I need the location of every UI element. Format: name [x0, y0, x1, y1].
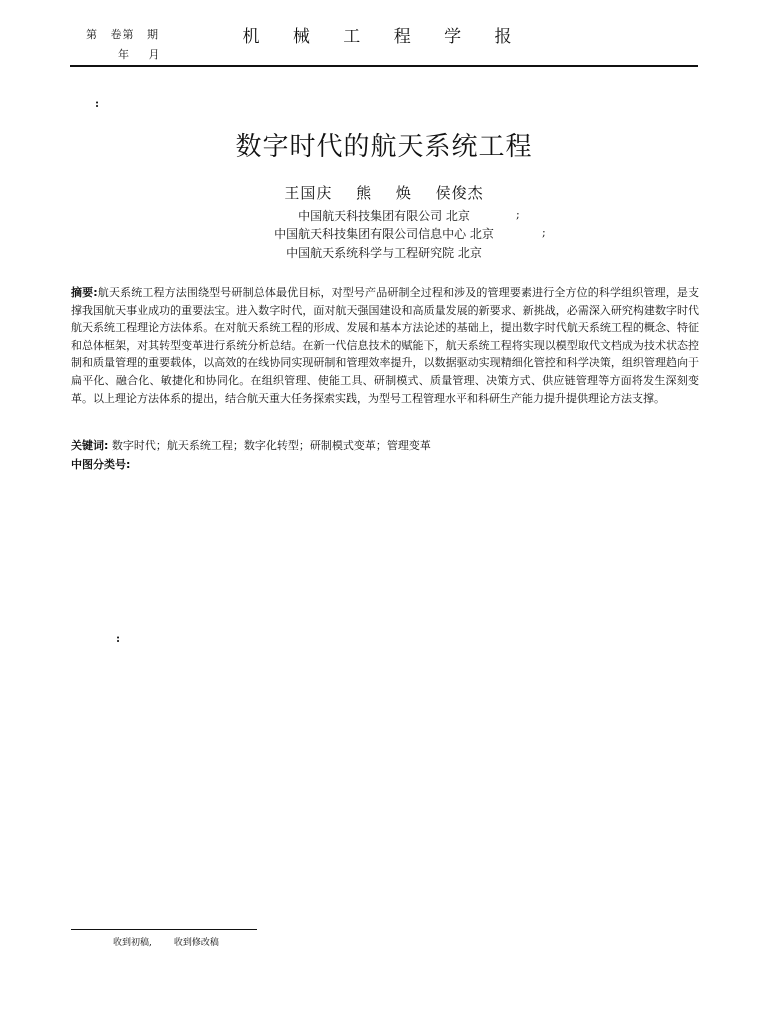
volume-issue: 第 卷第 期 — [86, 28, 159, 41]
affiliation-3-text: 中国航天系统科学与工程研究院 北京 — [286, 246, 482, 260]
keywords-label: 关键词: — [71, 439, 109, 452]
affiliation-1-mark: ; — [516, 208, 520, 221]
affiliation-2 — [0, 225, 768, 242]
keywords-text: 数字时代；航天系统工程；数字化转型；研制模式变革；管理变革 — [111, 439, 431, 452]
journal-name: 机 械 工 程 学 报 — [242, 27, 526, 47]
header-rule — [70, 65, 698, 67]
received-date-label: 收到初稿, — [113, 938, 152, 948]
abstract-label: 摘要: — [71, 286, 98, 299]
paper-title: 数字时代的航天系统工程 — [235, 132, 533, 162]
affiliation-1 — [0, 207, 768, 224]
colon-mark-top: : — [95, 97, 100, 110]
colon-mark-middle: : — [116, 632, 121, 645]
keywords — [71, 437, 699, 454]
affiliation-2-mark: ; — [542, 226, 546, 239]
year-month: 年 月 — [118, 48, 161, 61]
revised-date-label: 收到修改稿 — [173, 938, 219, 948]
footnote-rule — [71, 929, 257, 930]
clc-number — [71, 456, 130, 472]
affiliation-3 — [0, 244, 768, 261]
abstract — [71, 284, 699, 407]
affiliation-2-text: 中国航天科技集团有限公司信息中心 北京 — [274, 227, 494, 241]
footnote — [113, 935, 219, 948]
authors: 王国庆 熊 焕 侯俊杰 — [284, 184, 484, 202]
clc-label: 中图分类号: — [71, 458, 131, 471]
affiliation-1-text: 中国航天科技集团有限公司 北京 — [298, 209, 470, 223]
abstract-text: 航天系统工程方法围绕型号研制总体最优目标，对型号产品研制全过程和涉及的管理要素进行全方位的科学组织管理，是支撑我国航天事业成功的重要法宝。进入数字时代，面对航天强国建设和高质量发展的新要求、新挑战，必需深入研究构建数字时代航天系统工程理论方法体系。在对航天系统工程的形成、发展和基本方法论述的基础上，提出数字时代航天系统工程的概念、特征和总体框架，对其转型变革进行系统分析总结。在新一代信息技术的赋能下，航天系统工程将实现以模型取代文档成为技术状态控制和质量管理的重要载体，以高效的在线协同实现研制和管理效率提升，以数据驱动实现精细化管控和科学决策，组织管理趋向于扁平化、融合化、敏捷化和协同化。在组织管理、使能工具、研制模式、质量管理、决策方式、供应链管理等方面将发生深刻变革。以上理论方法体系的提出，结合航天重大任务探索实践，为型号工程管理水平和科研生产能力提升提供理论方法支撑。 — [71, 286, 699, 405]
